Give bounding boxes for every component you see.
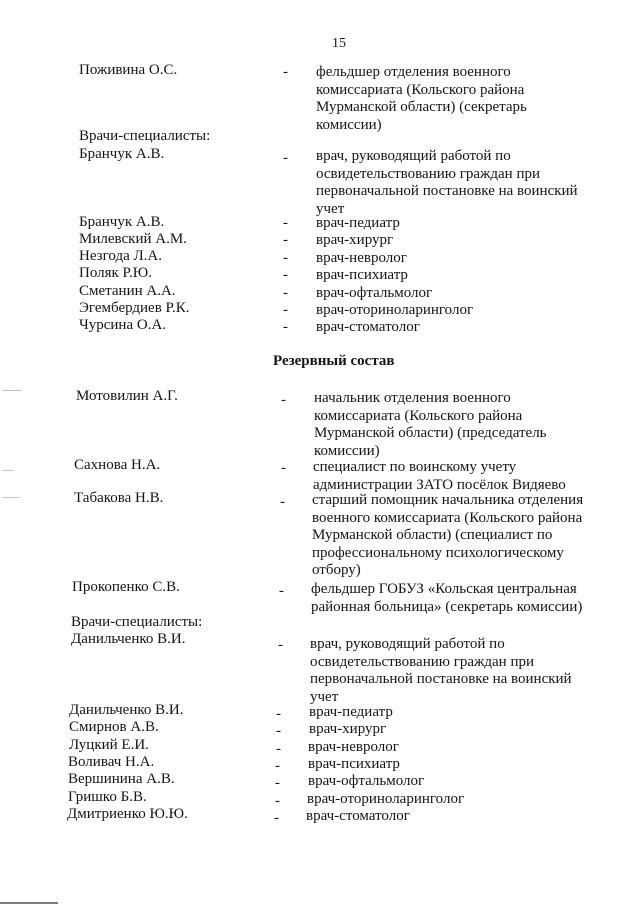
role-line: районная больница» (секретарь комиссии) xyxy=(311,598,583,615)
role-line: военного комиссариата (Кольского района xyxy=(312,509,583,526)
dash-separator: - xyxy=(274,810,279,826)
member-role xyxy=(311,581,582,616)
member-name: Сахнова Н.А. xyxy=(74,457,161,473)
section-subheading: Врачи-специалисты: xyxy=(79,128,211,144)
doctor-name: Данильченко В.И. xyxy=(69,702,184,718)
section-subheading: Врачи-специалисты: xyxy=(71,614,203,630)
dash-separator: - xyxy=(283,302,288,318)
doctor-role: врач-оториноларинголог xyxy=(307,791,465,807)
doctor-role: врач-стоматолог xyxy=(306,808,410,824)
role-line: фельдшер ГОБУЗ «Кольская центральная xyxy=(311,581,577,597)
role-line: учет xyxy=(316,200,345,217)
doctor-role: врач-невролог xyxy=(316,250,407,266)
member-name: Поживина О.С. xyxy=(79,62,178,78)
member-name: Бранчук А.В. xyxy=(79,146,165,162)
doctor-name: Милевский А.М. xyxy=(79,231,187,247)
doctor-role: врач-офтальмолог xyxy=(308,773,425,789)
doctor-name: Вершинина А.В. xyxy=(68,771,175,787)
role-line: начальник отделения военного xyxy=(314,390,511,406)
reserve-heading: Резервный состав xyxy=(273,353,395,369)
dash-separator: - xyxy=(283,250,288,266)
role-line: комиссии) xyxy=(314,442,380,459)
dash-separator: - xyxy=(283,150,288,166)
dash-separator: - xyxy=(279,583,284,599)
doctor-role: врач-оториноларинголог xyxy=(316,302,474,318)
role-line: врач, руководящий работой по xyxy=(310,636,505,652)
role-line: освидетельствованию граждан при xyxy=(310,653,535,670)
dash-separator: - xyxy=(283,232,288,248)
dash-separator: - xyxy=(275,793,280,809)
dash-separator: - xyxy=(283,64,288,80)
doctor-role: врач-невролог xyxy=(308,739,399,755)
doctor-name: Дмитриенко Ю.Ю. xyxy=(67,806,188,822)
doctor-name: Бранчук А.В. xyxy=(79,214,165,230)
role-line: первоначальной постановке на воинский xyxy=(310,671,572,687)
role-line: Мурманской области) (председатель xyxy=(314,425,547,441)
doctor-role: врач-педиатр xyxy=(316,215,400,231)
member-role xyxy=(312,492,583,580)
doctor-role: врач-офтальмолог xyxy=(316,285,433,301)
role-line: комиссариата (Кольского района xyxy=(314,407,523,424)
doctor-name: Воливач Н.А. xyxy=(68,754,155,770)
doctor-name: Незгода Л.А. xyxy=(79,248,162,264)
role-line: врач, руководящий работой по xyxy=(316,148,511,164)
doctor-role: врач-психиатр xyxy=(316,267,408,283)
dash-separator: - xyxy=(278,637,283,653)
role-line: освидетельствованию граждан при xyxy=(316,165,541,182)
role-line: учет xyxy=(310,688,339,705)
member-name: Данильченко В.И. xyxy=(71,631,186,647)
doctor-role: врач-стоматолог xyxy=(316,319,420,335)
dash-separator: - xyxy=(280,494,285,510)
doctor-role: врач-хирург xyxy=(309,721,387,737)
doctor-name: Эгембердиев Р.К. xyxy=(79,300,190,316)
member-role xyxy=(314,390,547,460)
dash-separator: - xyxy=(281,460,286,476)
role-line: администрации ЗАТО посёлок Видяево xyxy=(313,476,566,493)
doctor-role: врач-психиатр xyxy=(308,756,400,772)
role-line: профессиональному психологическому xyxy=(312,544,564,561)
role-line: специалист по воинскому учету xyxy=(313,459,517,475)
dash-separator: - xyxy=(283,319,288,335)
doctor-name: Гришко Б.В. xyxy=(68,789,147,805)
member-role xyxy=(316,148,578,218)
dash-separator: - xyxy=(283,267,288,283)
member-name: Мотовилин А.Г. xyxy=(76,388,178,404)
doctor-name: Смирнов А.В. xyxy=(69,719,159,735)
doctor-name: Поляк Р.Ю. xyxy=(79,265,152,281)
role-line: Мурманской области) (специалист по xyxy=(312,527,553,543)
scan-artifact xyxy=(0,902,58,904)
scan-artifact xyxy=(2,470,14,471)
role-line: комиссии) xyxy=(316,116,382,133)
dash-separator: - xyxy=(276,723,281,739)
role-line: фельдшер отделения военного xyxy=(316,64,511,80)
dash-separator: - xyxy=(276,741,281,757)
member-name: Прокопенко С.В. xyxy=(72,579,180,595)
page-number: 15 xyxy=(332,36,346,51)
role-line: старший помощник начальника отделения xyxy=(312,492,584,508)
role-line: комиссариата (Кольского района xyxy=(316,81,525,98)
dash-separator: - xyxy=(276,706,281,722)
member-role xyxy=(316,64,527,134)
member-role xyxy=(310,636,572,706)
scan-artifact xyxy=(2,497,20,498)
doctor-name: Луцкий Е.И. xyxy=(69,737,149,753)
dash-separator: - xyxy=(281,392,286,408)
role-line: отбору) xyxy=(312,562,361,578)
doctor-role: врач-педиатр xyxy=(309,704,393,720)
dash-separator: - xyxy=(275,758,280,774)
doctor-name: Сметанин А.А. xyxy=(79,283,176,299)
role-line: первоначальной постановке на воинский xyxy=(316,183,578,199)
doctor-name: Чурсина О.А. xyxy=(79,317,167,333)
member-role xyxy=(313,459,566,494)
scan-artifact xyxy=(2,390,22,391)
dash-separator: - xyxy=(283,285,288,301)
doctor-role: врач-хирург xyxy=(316,232,394,248)
role-line: Мурманской области) (секретарь xyxy=(316,99,527,115)
dash-separator: - xyxy=(283,215,288,231)
dash-separator: - xyxy=(275,775,280,791)
member-name: Табакова Н.В. xyxy=(74,490,164,506)
